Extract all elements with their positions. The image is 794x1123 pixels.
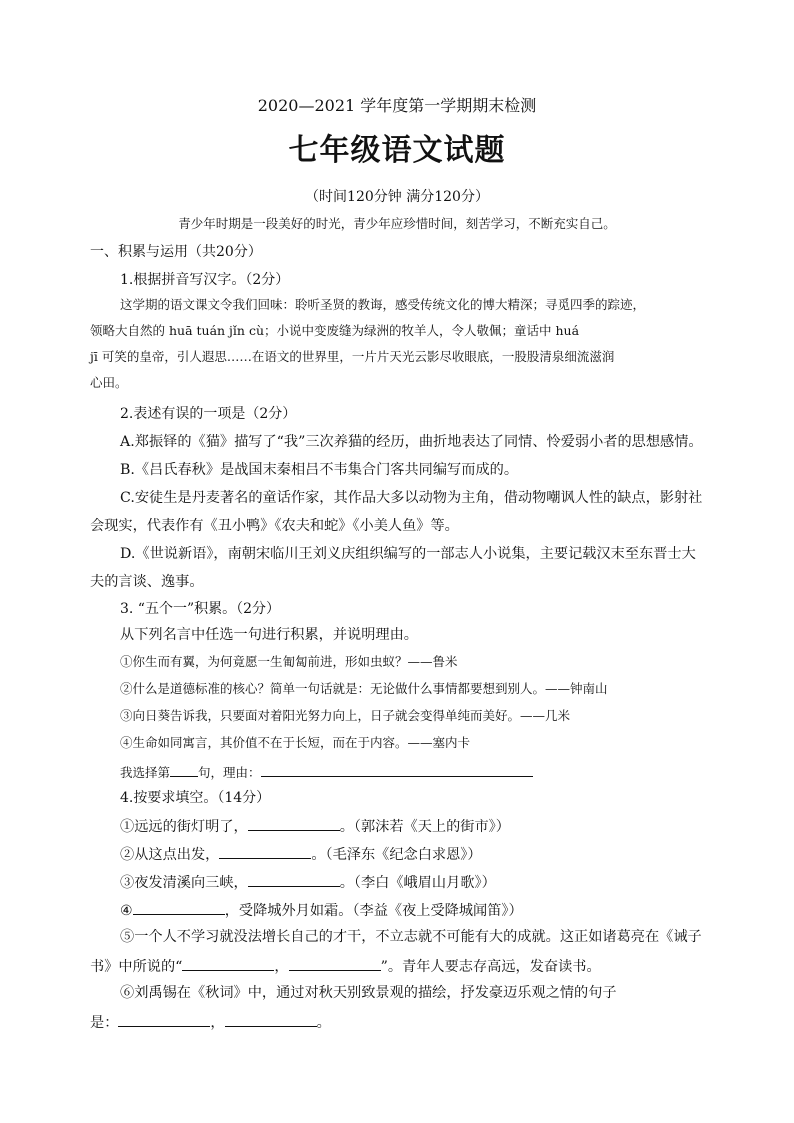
q1-line-4: 心田。 bbox=[90, 375, 128, 390]
q2-option-d-line-2: 夫的言谈、逸事。 bbox=[90, 574, 204, 590]
q4-item-3 bbox=[120, 874, 496, 890]
q4-item-6-pre: 是： bbox=[90, 1015, 119, 1031]
q4-item-5-post: ”。青年人要志存高远，发奋读书。 bbox=[380, 959, 601, 975]
q4-item-2-pre: ②从这点出发， bbox=[120, 847, 220, 863]
q4-item-1-blank[interactable] bbox=[248, 818, 340, 831]
q3-quote-2: ②什么是道德标准的核心？简单一句话就是：无论做什么事情都要想到别人。——钟南山 bbox=[120, 681, 608, 696]
q2-option-c-line-2: 会现实，代表作有《丑小鸭》《农夫和蛇》《小美人鱼》等。 bbox=[90, 518, 459, 534]
q3-intro: 从下列名言中任选一句进行积累，并说明理由。 bbox=[120, 627, 418, 643]
q3-title: 3. “五个一”积累。（2分） bbox=[120, 601, 281, 617]
q3-choice-prefix: 我选择第 bbox=[120, 765, 171, 780]
q4-item-4-pre: ④ bbox=[120, 903, 133, 919]
q4-item-5-blank-1[interactable] bbox=[182, 958, 274, 971]
q3-quote-4: ④生命如同寓言，其价值不在于长短，而在于内容。——塞内卡 bbox=[120, 735, 471, 750]
q4-item-4-blank[interactable] bbox=[133, 902, 225, 915]
q4-item-5-line-1: ⑤一个人不学习就没法增长自己的才干，不立志就不可能有大的成就。这正如诸葛亮在《诫子 bbox=[120, 929, 702, 945]
exam-title: 七年级语文试题 bbox=[288, 133, 506, 168]
q1-line-1: 这学期的语文课文令我们回味：聆听圣贤的教诲，感受传统文化的博大精深；寻觅四季的踪迹， bbox=[120, 297, 646, 312]
q4-item-6-mid: ， bbox=[210, 1015, 225, 1031]
q4-item-3-pre: ③夜发清溪向三峡， bbox=[120, 875, 248, 891]
q3-choice-number-blank[interactable] bbox=[170, 764, 198, 777]
q3-reason-blank[interactable] bbox=[261, 764, 533, 777]
q2-option-a: A.郑振铎的《猫》描写了“我”三次养猫的经历，曲折地表达了同情、怜爱弱小者的思想感情。 bbox=[120, 434, 703, 450]
q3-quote-3: ③向日葵告诉我，只要面对着阳光努力向上，日子就会变得单纯而美好。——几米 bbox=[120, 708, 571, 723]
q2-title: 2.表述有误的一项是（2分） bbox=[120, 406, 297, 422]
term-header: 2020—2021 学年度第一学期期末检测 bbox=[257, 96, 537, 115]
q4-item-5-line-2 bbox=[90, 958, 601, 974]
q4-item-1-pre: ①远远的街灯明了， bbox=[120, 819, 248, 835]
q3-choice-line bbox=[120, 764, 533, 780]
q4-item-5-mid: ， bbox=[274, 959, 289, 975]
exam-duration-score: （时间120分钟 满分120分） bbox=[305, 189, 489, 205]
q4-item-6-line-2 bbox=[90, 1014, 331, 1030]
q4-item-4-post: ，受降城外月如霜。（李益《夜上受降城闻笛》） bbox=[224, 903, 523, 919]
q2-option-c-line-1: C.安徒生是丹麦著名的童话作家，其作品大多以动物为主角，借动物嘲讽人性的缺点，影射社 bbox=[120, 490, 703, 506]
q3-quote-1: ①你生而有翼，为何竟愿一生匍匐前进，形如虫蚁？——鲁米 bbox=[120, 654, 458, 669]
section-heading: 一、积累与运用（共20分） bbox=[90, 244, 262, 260]
q2-option-b: B.《吕氏春秋》是战国末秦相吕不韦集合门客共同编写而成的。 bbox=[120, 462, 519, 478]
q4-item-5-pre: 书》中所说的“ bbox=[90, 959, 183, 975]
q4-item-4 bbox=[120, 902, 523, 918]
q1-title: 1.根据拼音写汉字。（2分） bbox=[120, 272, 290, 288]
q4-item-5-blank-2[interactable] bbox=[289, 958, 381, 971]
q2-option-d-line-1: D.《世说新语》，南朝宋临川王刘义庆组织编写的一部志人小说集，主要记载汉末至东晋士大 bbox=[120, 546, 696, 562]
q4-item-6-blank-2[interactable] bbox=[225, 1014, 317, 1027]
q4-item-3-post: 。（李白《峨眉山月歌》） bbox=[339, 875, 496, 891]
q1-line-2: 领略大自然的 huā tuán jǐn cù；小说中变废缝为绿洲的牧羊人，令人敬佩；童话中 huá bbox=[90, 323, 580, 338]
q3-choice-mid: 句，理由： bbox=[198, 765, 261, 780]
q4-item-2-blank[interactable] bbox=[219, 846, 311, 859]
q4-item-6-line-1: ⑥刘禹锡在《秋词》中，通过对秋天别致景观的描绘，抒发豪迈乐观之情的句子 bbox=[120, 985, 617, 1001]
q1-line-3: jī 可笑的皇帝，引人遐思……在语文的世界里，一片片天光云影尽收眼底，一股股清泉细流滋润 bbox=[90, 349, 615, 364]
q4-item-3-blank[interactable] bbox=[248, 874, 340, 887]
q4-item-6-blank-1[interactable] bbox=[118, 1014, 210, 1027]
q4-item-1 bbox=[120, 818, 510, 834]
q4-item-1-post: 。（郭沫若《天上的街市》） bbox=[339, 819, 510, 835]
q4-title: 4.按要求填空。（14分） bbox=[120, 790, 271, 806]
q4-item-6-post: 。 bbox=[316, 1015, 331, 1031]
q4-item-2-post: 。（毛泽东《纪念白求恩》） bbox=[311, 847, 482, 863]
q4-item-2 bbox=[120, 846, 482, 862]
motto: 青少年时期是一段美好的时光，青少年应珍惜时间，刻苦学习，不断充实自己。 bbox=[178, 216, 616, 231]
